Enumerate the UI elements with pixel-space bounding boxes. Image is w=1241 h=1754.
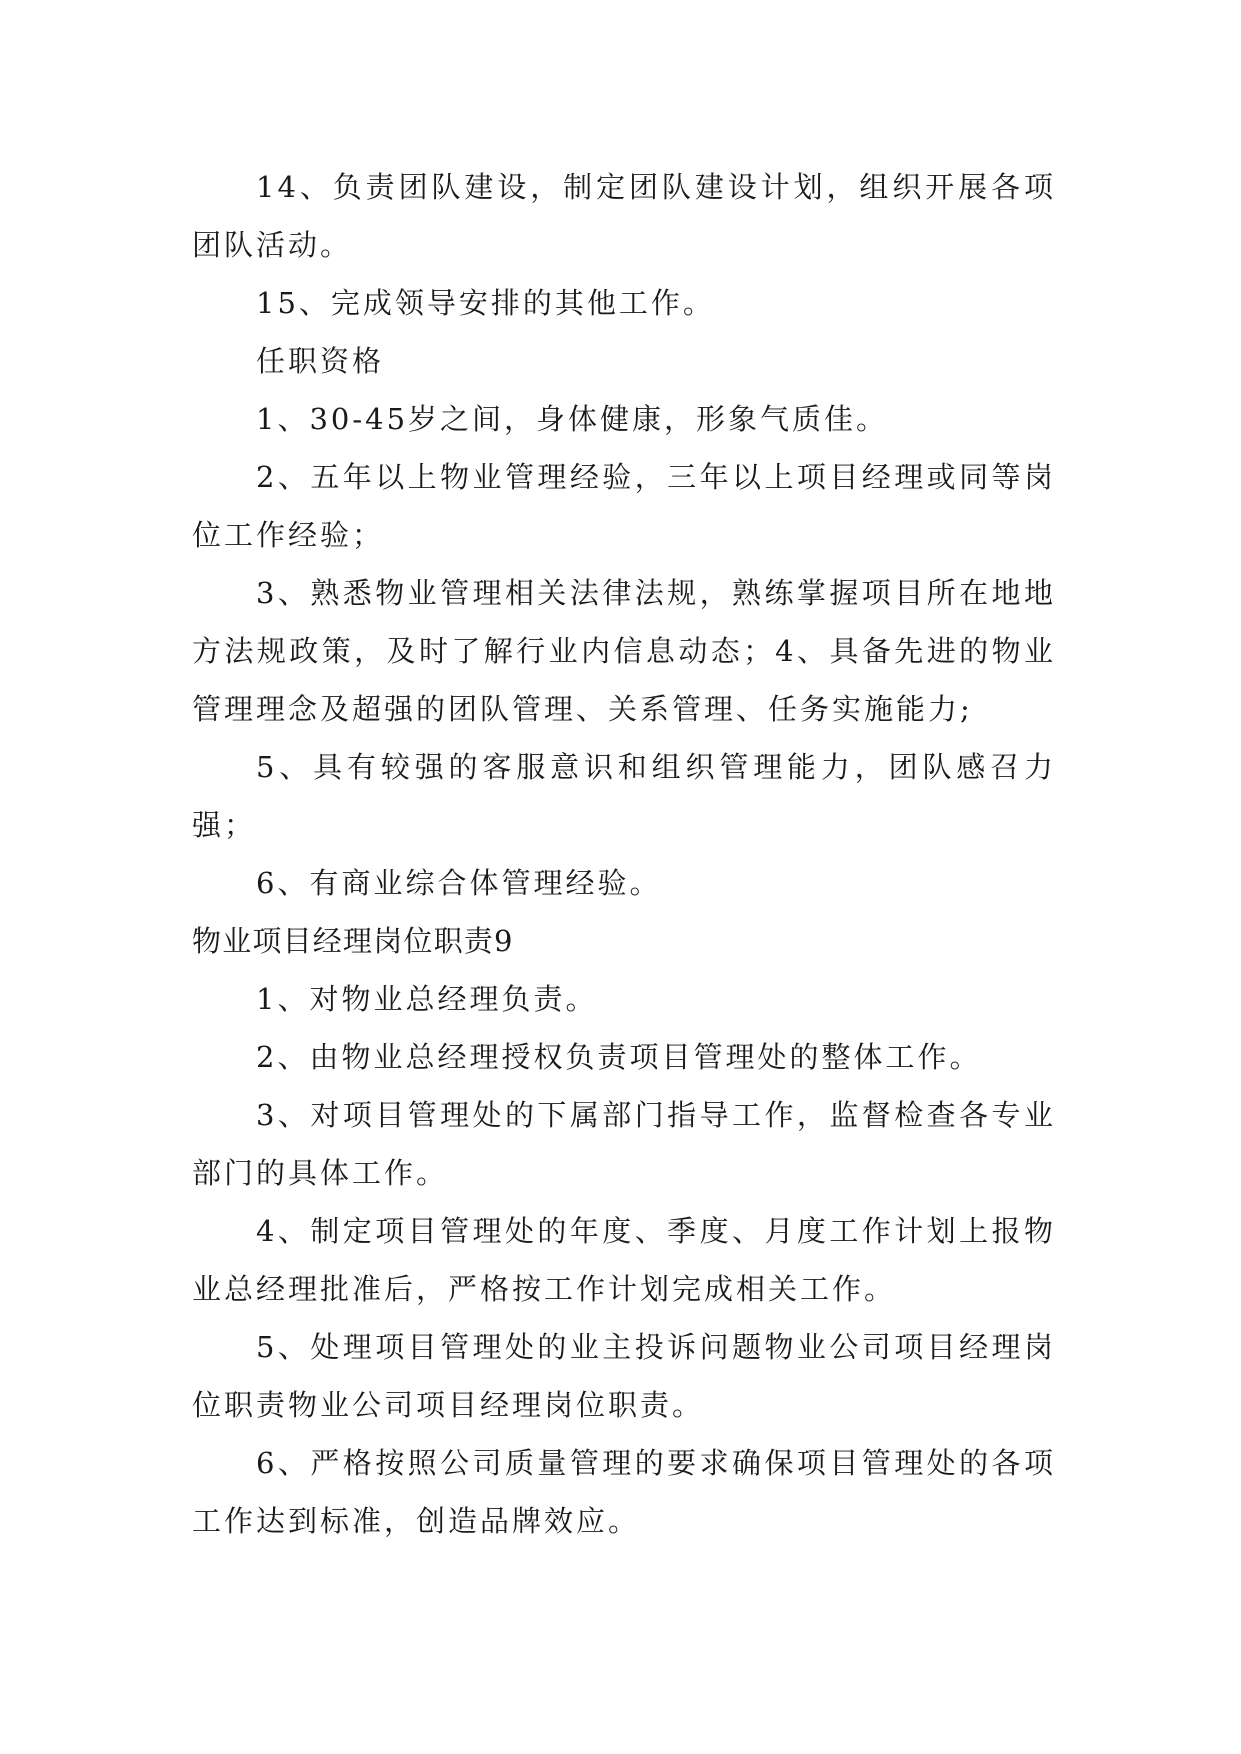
qualification-item-1: 1、30-45岁之间，身体健康，形象气质佳。: [256, 402, 889, 436]
section-heading-qualifications: 任职资格: [256, 344, 385, 378]
qualification-item-2: 2、五年以上物业管理经验，三年以上项目经理或同等岗位工作经验；: [192, 460, 1056, 552]
duty-item-5: 5、处理项目管理处的业主投诉问题物业公司项目经理岗位职责物业公司项目经理岗位职责。: [192, 1330, 1056, 1422]
duty-item-3: 3、对项目管理处的下属部门指导工作，监督检查各专业部门的具体工作。: [192, 1098, 1056, 1190]
paragraph-item-15: 15、完成领导安排的其他工作。: [256, 286, 715, 320]
qualification-item-3-4: 3、熟悉物业管理相关法律法规，熟练掌握项目所在地地方法规政策，及时了解行业内信息动态；4、具备先进的物业管理理念及超强的团队管理、关系管理、任务实施能力;: [192, 576, 1056, 726]
paragraph-item-14: 14、负责团队建设，制定团队建设计划，组织开展各项团队活动。: [192, 170, 1056, 262]
section-title-duties-9: 物业项目经理岗位职责9: [192, 924, 514, 958]
duty-item-4: 4、制定项目管理处的年度、季度、月度工作计划上报物业总经理批准后，严格按工作计划完成相关工作。: [192, 1214, 1056, 1306]
duty-item-6: 6、严格按照公司质量管理的要求确保项目管理处的各项工作达到标准，创造品牌效应。: [192, 1446, 1056, 1538]
document-body: [192, 158, 1056, 1550]
duty-item-1: 1、对物业总经理负责。: [256, 982, 598, 1016]
qualification-item-5: 5、具有较强的客服意识和组织管理能力，团队感召力强；: [192, 750, 1056, 842]
qualification-item-6: 6、有商业综合体管理经验。: [256, 866, 662, 900]
duty-item-2: 2、由物业总经理授权负责项目管理处的整体工作。: [256, 1040, 982, 1074]
